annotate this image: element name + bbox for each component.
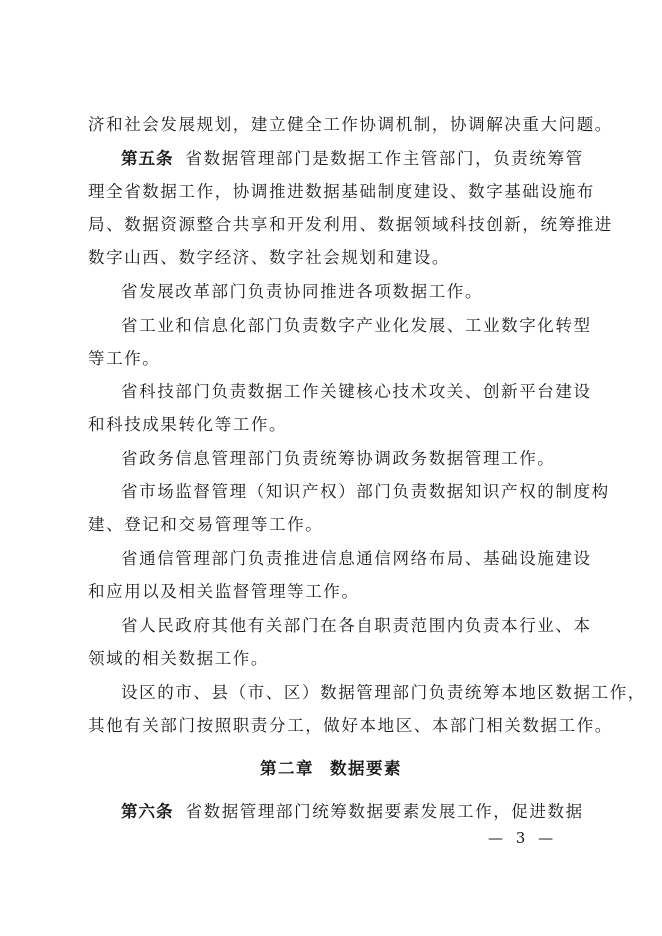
paragraph-line: 领域的相关数据工作。 [88,649,269,668]
article-6-first-line: 第六条 省数据管理部门统筹数据要素发展工作，促进数据 [121,802,584,821]
paragraph-line: 省科技部门负责数据工作关键核心技术攻关、创新平台建设 [121,382,592,401]
paragraph-line: 设区的市、县（市、区）数据管理部门负责统筹本地区数据工作， [121,683,646,702]
paragraph-line: 济和社会发展规划，建立健全工作协调机制，协调解决重大问题。 [88,115,613,134]
paragraph-line: 数字山西、数字经济、数字社会规划和建设。 [88,248,450,267]
article-6-label: 第六条 [121,802,174,821]
chapter-heading [0,758,662,780]
page-number: — 3 — [488,829,558,847]
article-5-label: 第五条 [121,149,174,168]
paragraph-line: 等工作。 [88,349,161,368]
paragraph-line: 省工业和信息化部门负责数字产业化发展、工业数字化转型 [121,316,592,335]
paragraph-line: 省通信管理部门负责推进信息通信网络布局、基础设施建设 [121,549,592,568]
paragraph-line: 理全省数据工作，协调推进数据基础制度建设、数字基础设施布 [88,182,595,201]
chapter-number: 第二章 [260,759,314,778]
article-5-first-line: 第五条 省数据管理部门是数据工作主管部门，负责统筹管 [121,149,584,168]
paragraph-line: 和应用以及相关监督管理等工作。 [88,582,360,601]
paragraph-line: 省发展改革部门负责协同推进各项数据工作。 [121,282,483,301]
paragraph-line: 建、登记和交易管理等工作。 [88,515,324,534]
paragraph-line: 省人民政府其他有关部门在各自职责范围内负责本行业、本 [121,616,592,635]
paragraph-line: 省市场监督管理（知识产权）部门负责数据知识产权的制度构 [121,482,610,501]
paragraph-line: 局、数据资源整合共享和开发利用、数据领域科技创新，统筹推进 [88,215,613,234]
paragraph-line: 其他有关部门按照职责分工，做好本地区、本部门相关数据工作。 [88,716,613,735]
chapter-title: 数据要素 [330,759,402,778]
paragraph-line: 省政务信息管理部门负责统筹协调政务数据管理工作。 [121,449,556,468]
paragraph-line: 和科技成果转化等工作。 [88,415,288,434]
